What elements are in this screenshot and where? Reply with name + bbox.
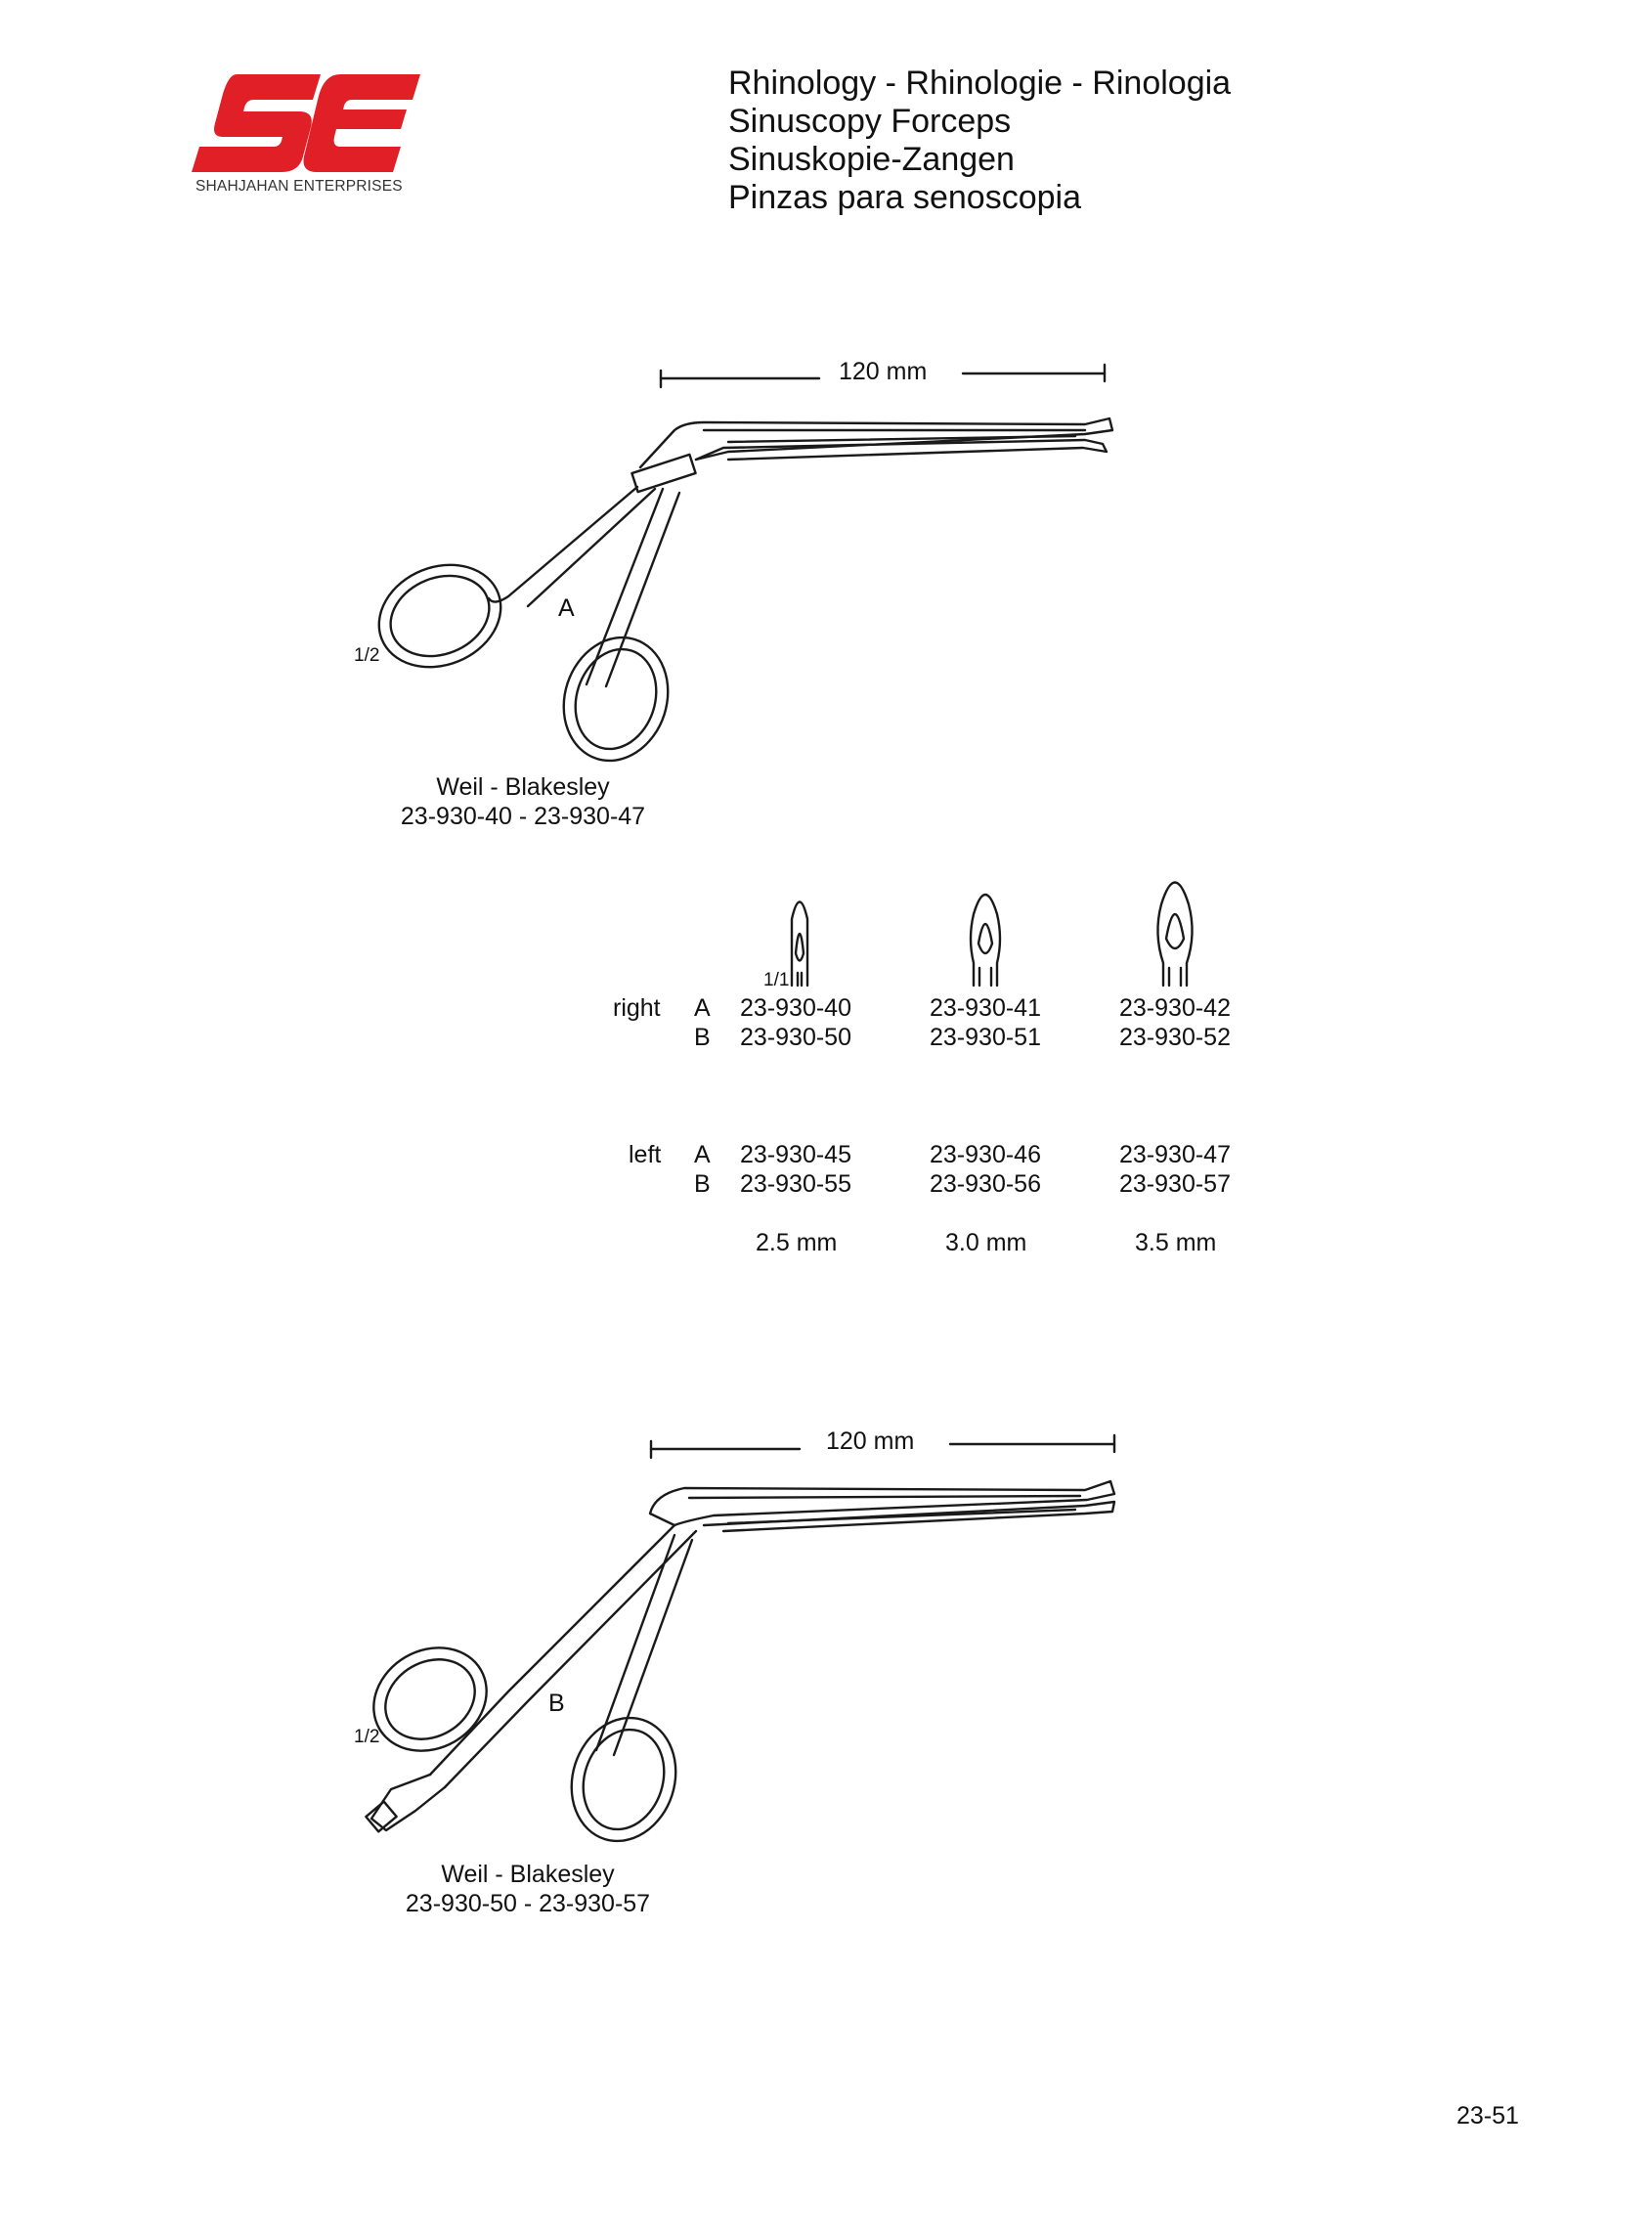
header-line: Rhinology - Rhinologie - Rinologia bbox=[728, 65, 1232, 102]
variant-label: B bbox=[694, 1024, 711, 1051]
cell: 23-930-57 bbox=[1119, 1170, 1231, 1198]
instrument-a-scale: 1/2 bbox=[354, 645, 380, 666]
cell: 23-930-52 bbox=[1119, 1024, 1231, 1051]
instrument-a-letter: A bbox=[558, 594, 575, 622]
size-label: 2.5 mm bbox=[756, 1229, 838, 1256]
header-line: Sinuskopie-Zangen bbox=[728, 141, 1015, 178]
header-line: Sinuscopy Forceps bbox=[728, 103, 1012, 140]
instrument-b-letter: B bbox=[548, 1690, 565, 1717]
company-name: SHAHJAHAN ENTERPRISES bbox=[196, 178, 403, 195]
instrument-a-name: Weil - Blakesley bbox=[436, 773, 610, 801]
instrument-b-scale: 1/2 bbox=[354, 1727, 380, 1747]
header-line: Pinzas para senoscopia bbox=[728, 179, 1082, 216]
instrument-b-name: Weil - Blakesley bbox=[441, 1861, 615, 1888]
size-label: 3.5 mm bbox=[1135, 1229, 1217, 1256]
cell: 23-930-55 bbox=[740, 1170, 851, 1198]
row-label-right: right bbox=[613, 994, 661, 1022]
cell: 23-930-41 bbox=[930, 994, 1041, 1022]
variant-label: A bbox=[694, 994, 711, 1022]
company-logo bbox=[194, 70, 428, 199]
cell: 23-930-47 bbox=[1119, 1141, 1231, 1168]
tips-scale: 1/1 bbox=[763, 970, 790, 990]
header-title bbox=[728, 65, 1231, 217]
cell: 23-930-50 bbox=[740, 1024, 851, 1051]
row-label-left: left bbox=[629, 1141, 662, 1168]
instrument-a-length: 120 mm bbox=[839, 358, 928, 385]
cell: 23-930-40 bbox=[740, 994, 851, 1022]
instrument-a-caption bbox=[362, 772, 684, 831]
instrument-b-range: 23-930-50 - 23-930-57 bbox=[405, 1890, 651, 1917]
instrument-b-length: 120 mm bbox=[826, 1427, 915, 1455]
cell: 23-930-51 bbox=[930, 1024, 1041, 1051]
variant-label: B bbox=[694, 1170, 711, 1198]
size-label: 3.0 mm bbox=[945, 1229, 1027, 1256]
cell: 23-930-56 bbox=[930, 1170, 1041, 1198]
cell: 23-930-45 bbox=[740, 1141, 851, 1168]
instrument-b-caption bbox=[367, 1860, 689, 1918]
page-number: 23-51 bbox=[1456, 2102, 1519, 2129]
instrument-a-range: 23-930-40 - 23-930-47 bbox=[400, 803, 646, 830]
cell: 23-930-42 bbox=[1119, 994, 1231, 1022]
variant-label: A bbox=[694, 1141, 711, 1168]
cell: 23-930-46 bbox=[930, 1141, 1041, 1168]
